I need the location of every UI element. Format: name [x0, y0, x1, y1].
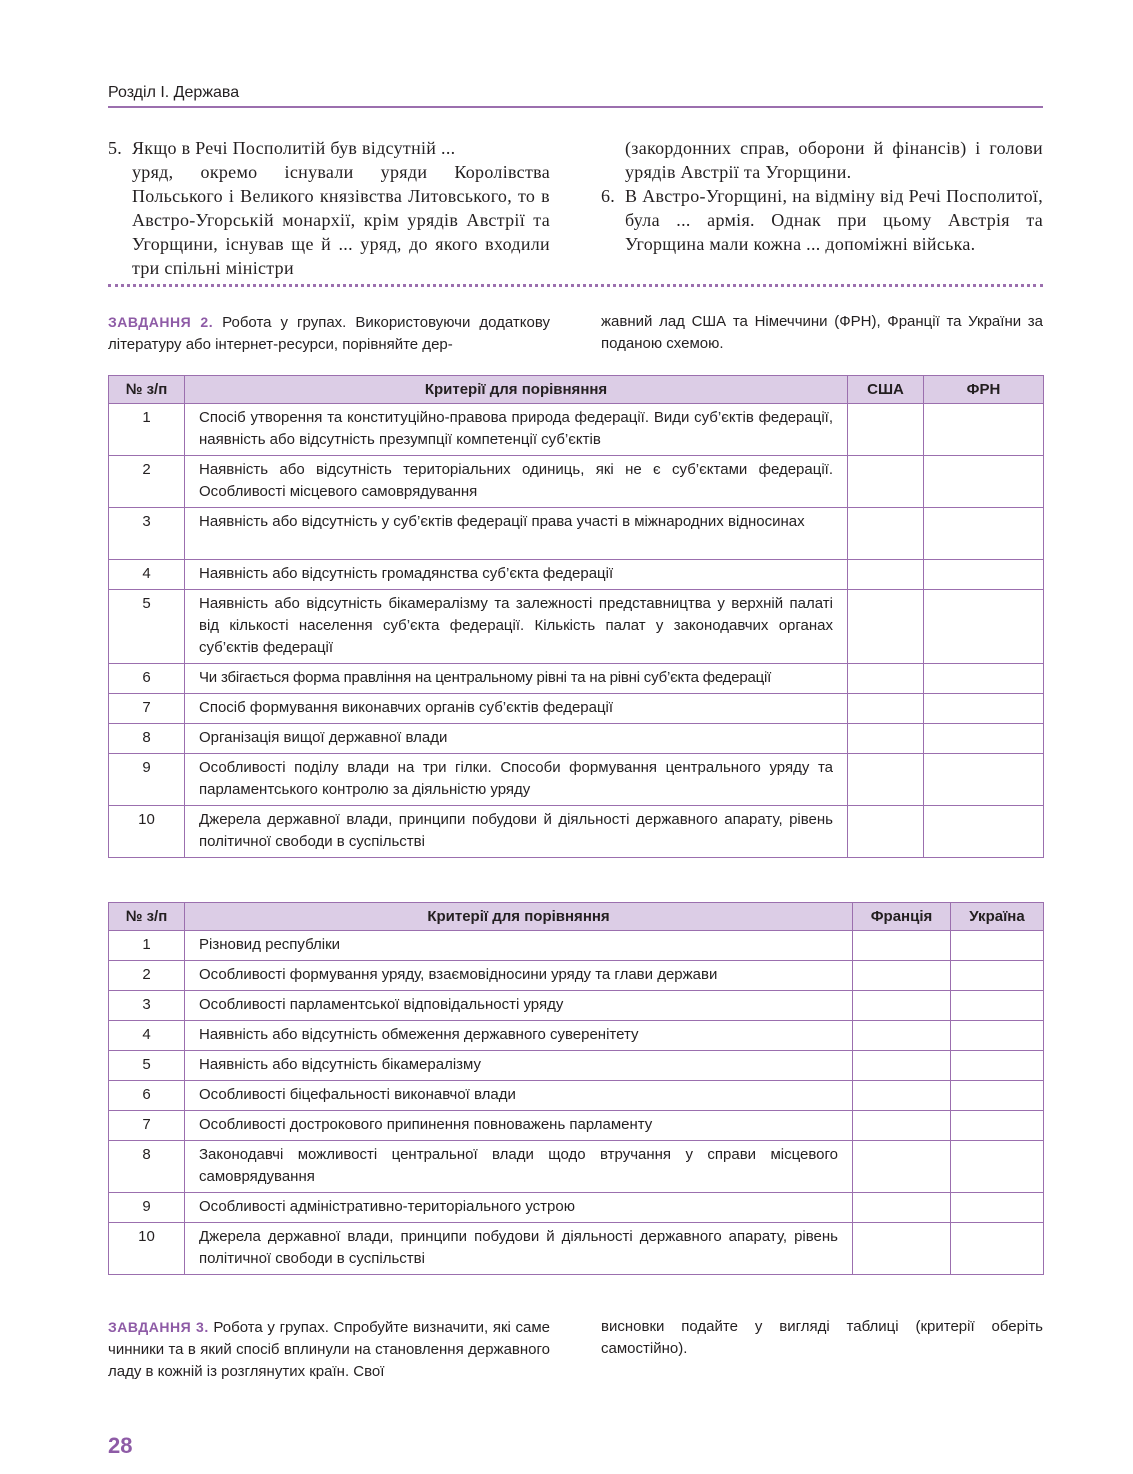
task2-label: ЗАВДАННЯ 2. — [108, 314, 214, 330]
answer-cell-frg[interactable] — [924, 404, 1044, 456]
answer-cell-frg[interactable] — [924, 754, 1044, 806]
table-row — [109, 694, 1044, 724]
task3-label: ЗАВДАННЯ 3. — [108, 1319, 209, 1335]
row-criterion: Різновид республіки — [185, 931, 853, 961]
row-criterion: Особливості формування уряду, взаємовідносини уряду та глави держави — [185, 961, 853, 991]
row-criterion: Наявність або відсутність бікамералізму — [185, 1051, 853, 1081]
row-number: 5 — [109, 1051, 185, 1081]
comparison-table-france-ukraine — [108, 902, 1044, 1275]
table-row — [109, 806, 1044, 858]
row-number: 7 — [109, 694, 185, 724]
header-country-2: Україна — [951, 903, 1044, 931]
answer-cell-usa[interactable] — [848, 694, 924, 724]
answer-cell-usa[interactable] — [848, 560, 924, 590]
table-row — [109, 590, 1044, 664]
answer-cell-ukraine[interactable] — [951, 1111, 1044, 1141]
answer-cell-ukraine[interactable] — [951, 1223, 1044, 1275]
task2-left-text — [108, 311, 550, 356]
row-criterion: Особливості парламентської відповідальності уряду — [185, 991, 853, 1021]
row-criterion: Наявність або відсутність обмеження державного суверенітету — [185, 1021, 853, 1051]
questions-left-column — [108, 136, 550, 280]
answer-cell-frg[interactable] — [924, 724, 1044, 754]
answer-cell-frg[interactable] — [924, 508, 1044, 560]
answer-cell-france[interactable] — [853, 931, 951, 961]
answer-cell-frg[interactable] — [924, 456, 1044, 508]
task2-text-left: Робота у групах. Використовуючи додаткову літературу або інтернет-ресурси, порівняйте дер- — [108, 314, 550, 353]
row-number: 7 — [109, 1111, 185, 1141]
answer-cell-frg[interactable] — [924, 694, 1044, 724]
answer-cell-france[interactable] — [853, 1021, 951, 1051]
answer-cell-ukraine[interactable] — [951, 1193, 1044, 1223]
row-criterion: Особливості адміністративно-територіального устрою — [185, 1193, 853, 1223]
table-row — [109, 1141, 1044, 1193]
answer-cell-france[interactable] — [853, 1051, 951, 1081]
row-number: 3 — [109, 508, 185, 560]
header-country-1: США — [848, 376, 924, 404]
answer-cell-frg[interactable] — [924, 590, 1044, 664]
table-row — [109, 1223, 1044, 1275]
answer-cell-usa[interactable] — [848, 806, 924, 858]
question-item-6 — [601, 184, 1043, 256]
table-row — [109, 456, 1044, 508]
task3-text-left: Робота у групах. Спробуйте визначити, які саме чинники та в який спосіб вплинули на становлення державного ладу в кожній із розглянутих країн. Свої — [108, 1319, 550, 1380]
answer-cell-ukraine[interactable] — [951, 1081, 1044, 1111]
answer-cell-france[interactable] — [853, 1081, 951, 1111]
table-row — [109, 724, 1044, 754]
question-first-line: Якщо в Речі Посполитій був відсутній ... — [132, 138, 456, 158]
table-row — [109, 508, 1044, 560]
answer-cell-frg[interactable] — [924, 560, 1044, 590]
answer-cell-usa[interactable] — [848, 724, 924, 754]
table-row — [109, 1051, 1044, 1081]
answer-cell-usa[interactable] — [848, 754, 924, 806]
row-criterion: Наявність або відсутність територіальних одиниць, які не є суб’єктами федерації. Особливості місцевого самоврядування — [185, 456, 848, 508]
answer-cell-frg[interactable] — [924, 806, 1044, 858]
header-country-1: Франція — [853, 903, 951, 931]
row-criterion: Спосіб формування виконавчих органів суб’єктів федерації — [185, 694, 848, 724]
table-header-row — [109, 903, 1044, 931]
row-criterion: Спосіб утворення та конституційно-правова природа федерації. Види суб’єктів федерації, наявність або відсутність презумпції компетенції суб’єктів — [185, 404, 848, 456]
page-number: 28 — [108, 1433, 133, 1458]
row-criterion: Наявність або відсутність у суб’єктів федерації права участі в міжнародних відносинах — [185, 508, 848, 560]
answer-cell-france[interactable] — [853, 1223, 951, 1275]
row-number: 9 — [109, 1193, 185, 1223]
row-number: 2 — [109, 961, 185, 991]
answer-cell-usa[interactable] — [848, 404, 924, 456]
row-number: 4 — [109, 1021, 185, 1051]
comparison-table-usa-frg — [108, 375, 1044, 858]
question-item-5 — [108, 136, 550, 280]
row-criterion: Джерела державної влади, принципи побудови й діяльності державного апарату, рівень політичної свободи в суспільстві — [185, 806, 848, 858]
answer-cell-ukraine[interactable] — [951, 1141, 1044, 1193]
questions-right-column — [601, 136, 1043, 256]
answer-cell-france[interactable] — [853, 1111, 951, 1141]
row-criterion: Джерела державної влади, принципи побудови й діяльності державного апарату, рівень політичної свободи в суспільстві — [185, 1223, 853, 1275]
answer-cell-ukraine[interactable] — [951, 931, 1044, 961]
table-row — [109, 664, 1044, 694]
question-number: 6. — [601, 186, 616, 206]
row-number: 8 — [109, 1141, 185, 1193]
row-criterion: Законодавчі можливості центральної влади щодо втручання у справи місцевого самоврядування — [185, 1141, 853, 1193]
row-number: 6 — [109, 664, 185, 694]
row-criterion: Організація вищої державної влади — [185, 724, 848, 754]
row-number: 10 — [109, 1223, 185, 1275]
answer-cell-ukraine[interactable] — [951, 961, 1044, 991]
row-criterion: Особливості дострокового припинення повноважень парламенту — [185, 1111, 853, 1141]
row-criterion: Особливості біцефальності виконавчої влади — [185, 1081, 853, 1111]
row-criterion: Наявність або відсутність бікамералізму та залежності представництва у верхній палаті від кількості населення суб’єкта федерації. Кількість палат у законодавчих органах суб’єктів федерації — [185, 590, 848, 664]
task2-right-text: жавний лад США та Німеччини (ФРН), Франції та України за поданою схемою. — [601, 313, 1043, 352]
table-row — [109, 961, 1044, 991]
question-5-continuation: (закордонних справ, оборони й фінансів) і голови урядів Австрії та Угорщини. — [625, 138, 1043, 182]
row-number: 3 — [109, 991, 185, 1021]
table-row — [109, 560, 1044, 590]
table-row — [109, 404, 1044, 456]
answer-cell-usa[interactable] — [848, 508, 924, 560]
table-row — [109, 1081, 1044, 1111]
header-divider — [108, 106, 1043, 108]
question-number: 5. — [108, 138, 123, 158]
answer-cell-ukraine[interactable] — [951, 991, 1044, 1021]
dotted-divider — [108, 284, 1043, 287]
row-criterion: Особливості поділу влади на три гілки. Способи формування центрального уряду та парламентського контролю за діяльністю уряду — [185, 754, 848, 806]
answer-cell-france[interactable] — [853, 1141, 951, 1193]
row-criterion: Чи збігається форма правління на центральному рівні та на рівні суб’єкта федерації — [185, 664, 848, 694]
task3-right-text: висновки подайте у вигляді таблиці (критерії оберіть самостійно). — [601, 1318, 1043, 1357]
answer-cell-france[interactable] — [853, 991, 951, 1021]
answer-cell-ukraine[interactable] — [951, 1051, 1044, 1081]
answer-cell-frg[interactable] — [924, 664, 1044, 694]
answer-cell-usa[interactable] — [848, 590, 924, 664]
row-number: 1 — [109, 404, 185, 456]
table-row — [109, 1111, 1044, 1141]
answer-cell-france[interactable] — [853, 1193, 951, 1223]
question-continuation: уряд, окремо існували уряди Королівства Польського і Великого князівства Литовського, то в Австро-Угорській монархії, крім урядів Австрії та Угорщини, існував ще й ... уряд, до якого входили три спільні міністри — [132, 162, 550, 278]
row-number: 6 — [109, 1081, 185, 1111]
header-number: № з/п — [109, 903, 185, 931]
row-number: 10 — [109, 806, 185, 858]
answer-cell-ukraine[interactable] — [951, 1021, 1044, 1051]
table-row — [109, 754, 1044, 806]
row-number: 4 — [109, 560, 185, 590]
table-header-row — [109, 376, 1044, 404]
task3-left-text — [108, 1316, 550, 1383]
answer-cell-usa[interactable] — [848, 664, 924, 694]
row-number: 8 — [109, 724, 185, 754]
section-header: Розділ І. Держава — [108, 84, 240, 101]
row-number: 5 — [109, 590, 185, 664]
answer-cell-france[interactable] — [853, 961, 951, 991]
header-criteria: Критерії для порівняння — [185, 903, 853, 931]
table-row — [109, 1021, 1044, 1051]
row-number: 2 — [109, 456, 185, 508]
header-country-2: ФРН — [924, 376, 1044, 404]
row-criterion: Наявність або відсутність громадянства суб’єкта федерації — [185, 560, 848, 590]
row-number: 9 — [109, 754, 185, 806]
answer-cell-usa[interactable] — [848, 456, 924, 508]
table-row — [109, 1193, 1044, 1223]
question-text: В Австро-Угорщині, на відміну від Речі Посполитої, була ... армія. Однак при цьому Австрія та Угорщина мали кожна ... допоміжні війська. — [625, 186, 1043, 254]
header-criteria: Критерії для порівняння — [185, 376, 848, 404]
table-row — [109, 991, 1044, 1021]
row-number: 1 — [109, 931, 185, 961]
table-row — [109, 931, 1044, 961]
header-number: № з/п — [109, 376, 185, 404]
